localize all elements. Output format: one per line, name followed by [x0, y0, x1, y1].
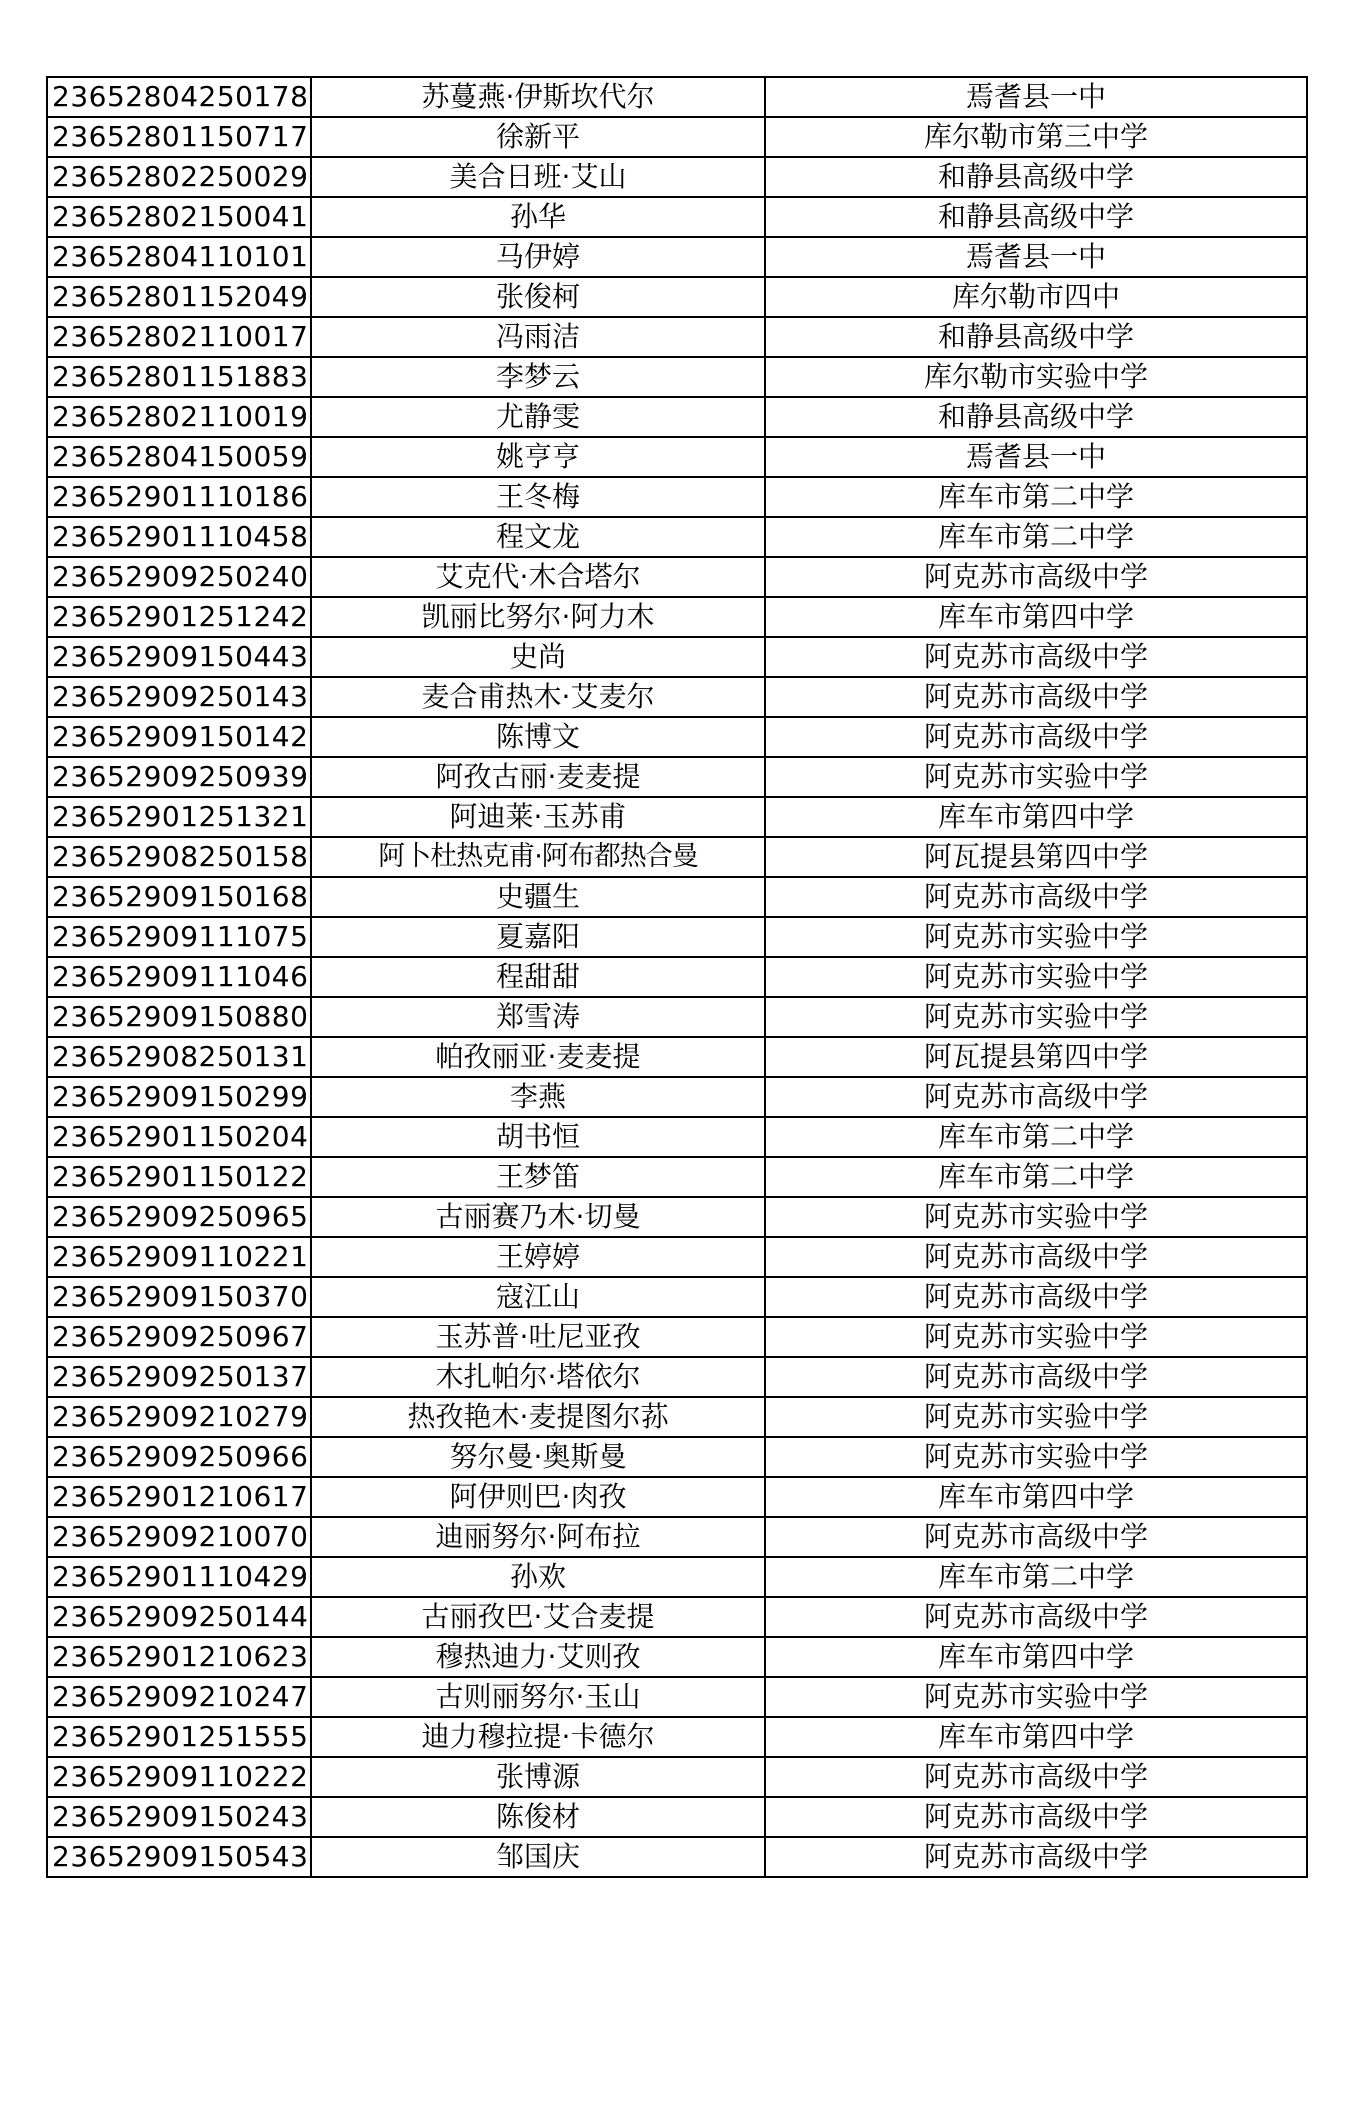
- id-cell: 23652801150717: [47, 117, 311, 157]
- table-row: [47, 1717, 1307, 1757]
- school-cell: 阿克苏市高级中学: [765, 1237, 1307, 1277]
- school-cell: 阿克苏市实验中学: [765, 757, 1307, 797]
- id-cell: 23652909150443: [47, 637, 311, 677]
- name-cell: 徐新平: [311, 117, 765, 157]
- name-cell: 尤静雯: [311, 397, 765, 437]
- id-cell: 23652901110458: [47, 517, 311, 557]
- id-cell: 23652909250137: [47, 1357, 311, 1397]
- table-row: [47, 1557, 1307, 1597]
- id-cell: 23652804150059: [47, 437, 311, 477]
- table-row: [47, 1397, 1307, 1437]
- id-cell: 23652909111046: [47, 957, 311, 997]
- school-cell: 阿瓦提县第四中学: [765, 837, 1307, 877]
- id-cell: 23652901251555: [47, 1717, 311, 1757]
- name-cell: 苏蔓燕·伊斯坎代尔: [311, 77, 765, 117]
- school-cell: 库车市第四中学: [765, 1717, 1307, 1757]
- name-cell: 孙华: [311, 197, 765, 237]
- school-cell: 阿克苏市高级中学: [765, 1517, 1307, 1557]
- id-cell: 23652909150543: [47, 1837, 311, 1877]
- id-cell: 23652901110186: [47, 477, 311, 517]
- id-cell: 23652804250178: [47, 77, 311, 117]
- id-cell: 23652901110429: [47, 1557, 311, 1597]
- school-cell: 和静县高级中学: [765, 157, 1307, 197]
- id-cell: 23652909150243: [47, 1797, 311, 1837]
- table-row: [47, 1437, 1307, 1477]
- id-cell: 23652909150168: [47, 877, 311, 917]
- school-cell: 阿克苏市高级中学: [765, 1757, 1307, 1797]
- table-row: [47, 117, 1307, 157]
- school-cell: 阿克苏市高级中学: [765, 1277, 1307, 1317]
- name-cell: 迪丽努尔·阿布拉: [311, 1517, 765, 1557]
- table-row: [47, 557, 1307, 597]
- id-cell: 23652802110017: [47, 317, 311, 357]
- id-cell: 23652802110019: [47, 397, 311, 437]
- school-cell: 阿克苏市高级中学: [765, 1077, 1307, 1117]
- school-cell: 阿克苏市高级中学: [765, 717, 1307, 757]
- id-cell: 23652909250240: [47, 557, 311, 597]
- name-cell: 艾克代·木合塔尔: [311, 557, 765, 597]
- id-cell: 23652909150299: [47, 1077, 311, 1117]
- school-cell: 和静县高级中学: [765, 397, 1307, 437]
- school-cell: 阿克苏市实验中学: [765, 1197, 1307, 1237]
- table-row: [47, 1477, 1307, 1517]
- school-cell: 库车市第二中学: [765, 477, 1307, 517]
- name-cell: 程甜甜: [311, 957, 765, 997]
- table-row: [47, 957, 1307, 997]
- name-cell: 郑雪涛: [311, 997, 765, 1037]
- name-cell: 阿孜古丽·麦麦提: [311, 757, 765, 797]
- name-cell: 古丽孜巴·艾合麦提: [311, 1597, 765, 1637]
- table-row: [47, 1677, 1307, 1717]
- table-row: [47, 77, 1307, 117]
- id-cell: 23652909110222: [47, 1757, 311, 1797]
- name-cell: 玉苏普·吐尼亚孜: [311, 1317, 765, 1357]
- name-cell: 孙欢: [311, 1557, 765, 1597]
- id-cell: 23652909210279: [47, 1397, 311, 1437]
- name-cell: 热孜艳木·麦提图尔荪: [311, 1397, 765, 1437]
- school-cell: 和静县高级中学: [765, 197, 1307, 237]
- id-cell: 23652901210623: [47, 1637, 311, 1677]
- table-row: [47, 397, 1307, 437]
- table-row: [47, 1197, 1307, 1237]
- id-cell: 23652804110101: [47, 237, 311, 277]
- name-cell: 古则丽努尔·玉山: [311, 1677, 765, 1717]
- id-cell: 23652901210617: [47, 1477, 311, 1517]
- id-cell: 23652802150041: [47, 197, 311, 237]
- school-cell: 库车市第四中学: [765, 1637, 1307, 1677]
- school-cell: 阿克苏市高级中学: [765, 1357, 1307, 1397]
- table-row: [47, 1157, 1307, 1197]
- table-row: [47, 1077, 1307, 1117]
- id-cell: 23652909250965: [47, 1197, 311, 1237]
- table-row: [47, 477, 1307, 517]
- school-cell: 库车市第二中学: [765, 517, 1307, 557]
- school-cell: 库车市第四中学: [765, 797, 1307, 837]
- name-cell: 王梦笛: [311, 1157, 765, 1197]
- id-cell: 23652909250144: [47, 1597, 311, 1637]
- school-cell: 阿克苏市实验中学: [765, 1317, 1307, 1357]
- id-cell: 23652909150142: [47, 717, 311, 757]
- school-cell: 阿克苏市高级中学: [765, 1837, 1307, 1877]
- school-cell: 焉耆县一中: [765, 237, 1307, 277]
- table-row: [47, 1037, 1307, 1077]
- name-cell: 马伊婷: [311, 237, 765, 277]
- id-cell: 23652909250967: [47, 1317, 311, 1357]
- school-cell: 阿克苏市高级中学: [765, 877, 1307, 917]
- school-cell: 阿克苏市实验中学: [765, 997, 1307, 1037]
- name-cell: 穆热迪力·艾则孜: [311, 1637, 765, 1677]
- name-cell: 李燕: [311, 1077, 765, 1117]
- table-row: [47, 277, 1307, 317]
- school-cell: 阿瓦提县第四中学: [765, 1037, 1307, 1077]
- name-cell: 迪力穆拉提·卡德尔: [311, 1717, 765, 1757]
- table-row: [47, 837, 1307, 877]
- roster-table-body: [47, 77, 1307, 1877]
- table-row: [47, 797, 1307, 837]
- id-cell: 23652908250158: [47, 837, 311, 877]
- table-row: [47, 917, 1307, 957]
- table-row: [47, 997, 1307, 1037]
- id-cell: 23652802250029: [47, 157, 311, 197]
- table-row: [47, 1117, 1307, 1157]
- school-cell: 阿克苏市高级中学: [765, 637, 1307, 677]
- table-row: [47, 1757, 1307, 1797]
- table-row: [47, 597, 1307, 637]
- table-row: [47, 517, 1307, 557]
- name-cell: 美合日班·艾山: [311, 157, 765, 197]
- school-cell: 焉耆县一中: [765, 77, 1307, 117]
- school-cell: 阿克苏市实验中学: [765, 917, 1307, 957]
- name-cell: 胡书恒: [311, 1117, 765, 1157]
- roster-table: [46, 76, 1308, 1878]
- name-cell: 阿迪莱·玉苏甫: [311, 797, 765, 837]
- school-cell: 库车市第四中学: [765, 1477, 1307, 1517]
- school-cell: 阿克苏市实验中学: [765, 1437, 1307, 1477]
- name-cell: 张俊柯: [311, 277, 765, 317]
- name-cell: 史疆生: [311, 877, 765, 917]
- table-row: [47, 637, 1307, 677]
- name-cell: 王婷婷: [311, 1237, 765, 1277]
- name-cell: 木扎帕尔·塔依尔: [311, 1357, 765, 1397]
- table-row: [47, 237, 1307, 277]
- table-row: [47, 157, 1307, 197]
- name-cell: 姚亨亨: [311, 437, 765, 477]
- table-row: [47, 1597, 1307, 1637]
- table-row: [47, 677, 1307, 717]
- school-cell: 库车市第四中学: [765, 597, 1307, 637]
- roster-sheet: [46, 76, 1308, 1878]
- id-cell: 23652909110221: [47, 1237, 311, 1277]
- school-cell: 阿克苏市实验中学: [765, 957, 1307, 997]
- school-cell: 和静县高级中学: [765, 317, 1307, 357]
- school-cell: 阿克苏市高级中学: [765, 557, 1307, 597]
- id-cell: 23652908250131: [47, 1037, 311, 1077]
- name-cell: 张博源: [311, 1757, 765, 1797]
- name-cell: 阿伊则巴·肉孜: [311, 1477, 765, 1517]
- name-cell: 陈俊材: [311, 1797, 765, 1837]
- school-cell: 阿克苏市实验中学: [765, 1397, 1307, 1437]
- school-cell: 焉耆县一中: [765, 437, 1307, 477]
- id-cell: 23652801151883: [47, 357, 311, 397]
- table-row: [47, 1277, 1307, 1317]
- name-cell: 凯丽比努尔·阿力木: [311, 597, 765, 637]
- id-cell: 23652909250143: [47, 677, 311, 717]
- school-cell: 库车市第二中学: [765, 1117, 1307, 1157]
- id-cell: 23652909111075: [47, 917, 311, 957]
- table-row: [47, 1637, 1307, 1677]
- name-cell: 邹国庆: [311, 1837, 765, 1877]
- id-cell: 23652909150880: [47, 997, 311, 1037]
- name-cell: 阿卜杜热克甫·阿布都热合曼: [311, 837, 765, 877]
- id-cell: 23652909210070: [47, 1517, 311, 1557]
- school-cell: 库车市第二中学: [765, 1557, 1307, 1597]
- id-cell: 23652909150370: [47, 1277, 311, 1317]
- name-cell: 李梦云: [311, 357, 765, 397]
- name-cell: 史尚: [311, 637, 765, 677]
- table-row: [47, 877, 1307, 917]
- table-row: [47, 197, 1307, 237]
- school-cell: 阿克苏市高级中学: [765, 1797, 1307, 1837]
- name-cell: 程文龙: [311, 517, 765, 557]
- id-cell: 23652909250966: [47, 1437, 311, 1477]
- name-cell: 麦合甫热木·艾麦尔: [311, 677, 765, 717]
- school-cell: 库尔勒市四中: [765, 277, 1307, 317]
- name-cell: 冯雨洁: [311, 317, 765, 357]
- table-row: [47, 437, 1307, 477]
- name-cell: 陈博文: [311, 717, 765, 757]
- school-cell: 阿克苏市实验中学: [765, 1677, 1307, 1717]
- table-row: [47, 1837, 1307, 1877]
- school-cell: 库尔勒市第三中学: [765, 117, 1307, 157]
- id-cell: 23652901251242: [47, 597, 311, 637]
- name-cell: 古丽赛乃木·切曼: [311, 1197, 765, 1237]
- id-cell: 23652909210247: [47, 1677, 311, 1717]
- id-cell: 23652901251321: [47, 797, 311, 837]
- name-cell: 寇江山: [311, 1277, 765, 1317]
- school-cell: 库车市第二中学: [765, 1157, 1307, 1197]
- table-row: [47, 717, 1307, 757]
- table-row: [47, 1517, 1307, 1557]
- table-row: [47, 1317, 1307, 1357]
- name-cell: 王冬梅: [311, 477, 765, 517]
- table-row: [47, 357, 1307, 397]
- table-row: [47, 1357, 1307, 1397]
- table-row: [47, 757, 1307, 797]
- table-row: [47, 1797, 1307, 1837]
- school-cell: 阿克苏市高级中学: [765, 1597, 1307, 1637]
- name-cell: 帕孜丽亚·麦麦提: [311, 1037, 765, 1077]
- table-row: [47, 317, 1307, 357]
- table-row: [47, 1237, 1307, 1277]
- id-cell: 23652901150122: [47, 1157, 311, 1197]
- name-cell: 努尔曼·奥斯曼: [311, 1437, 765, 1477]
- id-cell: 23652909250939: [47, 757, 311, 797]
- school-cell: 库尔勒市实验中学: [765, 357, 1307, 397]
- id-cell: 23652901150204: [47, 1117, 311, 1157]
- id-cell: 23652801152049: [47, 277, 311, 317]
- school-cell: 阿克苏市高级中学: [765, 677, 1307, 717]
- name-cell: 夏嘉阳: [311, 917, 765, 957]
